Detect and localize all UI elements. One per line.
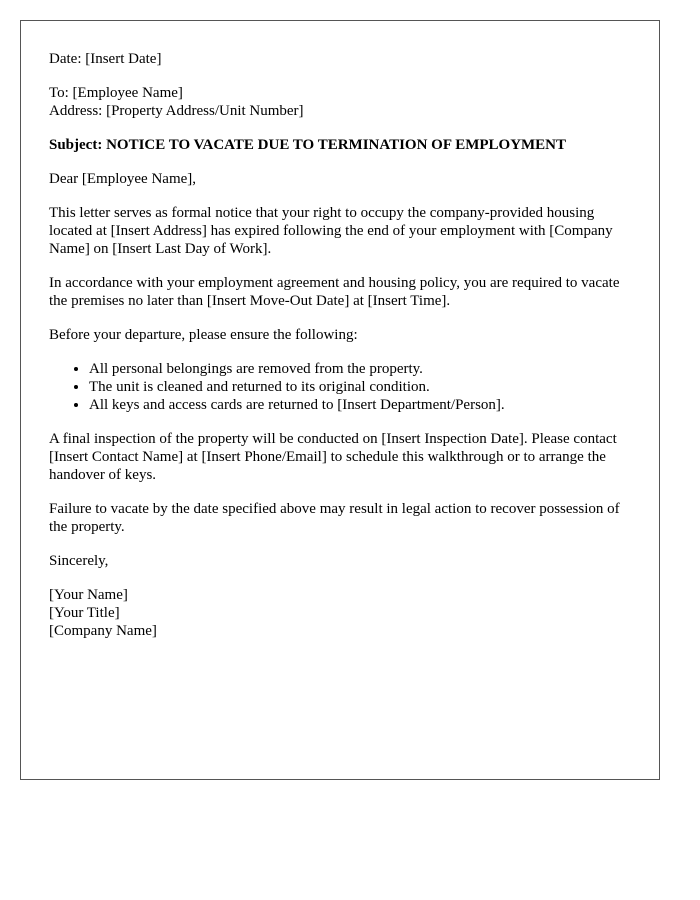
recipient-name: To: [Employee Name]: [49, 85, 183, 101]
recipient-address: Address: [Property Address/Unit Number]: [49, 103, 304, 119]
subject-text: NOTICE TO VACATE DUE TO TERMINATION OF EMPLOYMENT: [106, 137, 567, 153]
list-item: • All personal belongings are removed from the property.: [89, 360, 631, 378]
paragraph-notice: This letter serves as formal notice that your right to occupy the company-provided housing located at [Insert Address] has expired following the end of your employment with [Company Name] on [Insert Last Day of Work].: [49, 205, 613, 257]
paragraph-vacate-deadline: In accordance with your employment agreement and housing policy, you are required to vacate the premises no later than [Insert Move-Out Date] at [Insert Time].: [49, 275, 620, 309]
requirements-list: [49, 360, 631, 414]
signature-name: [Your Name]: [49, 587, 128, 603]
letter-page: [20, 20, 660, 780]
recipient-block: [49, 84, 631, 120]
list-item: • The unit is cleaned and returned to its original condition.: [89, 378, 631, 396]
signature-block: [49, 586, 631, 640]
signature-company: [Company Name]: [49, 623, 157, 639]
list-item: • All keys and access cards are returned to [Insert Department/Person].: [89, 396, 631, 414]
salutation: Dear [Employee Name],: [49, 171, 197, 187]
closing: Sincerely,: [49, 553, 109, 569]
subject-line: [49, 136, 631, 154]
paragraph-inspection: A final inspection of the property will be conducted on [Insert Inspection Date]. Please contact [Insert Contact Name] at [Insert Phone/Email] to schedule this walkthrough or to arrange the handover of keys.: [49, 431, 617, 483]
subject-label: Subject:: [49, 137, 103, 153]
paragraph-legal-warning: Failure to vacate by the date specified above may result in legal action to recover possession of the property.: [49, 501, 620, 535]
paragraph-before-departure: Before your departure, please ensure the following:: [49, 327, 358, 343]
date-line: Date: [Insert Date]: [49, 51, 162, 67]
signature-title: [Your Title]: [49, 605, 120, 621]
